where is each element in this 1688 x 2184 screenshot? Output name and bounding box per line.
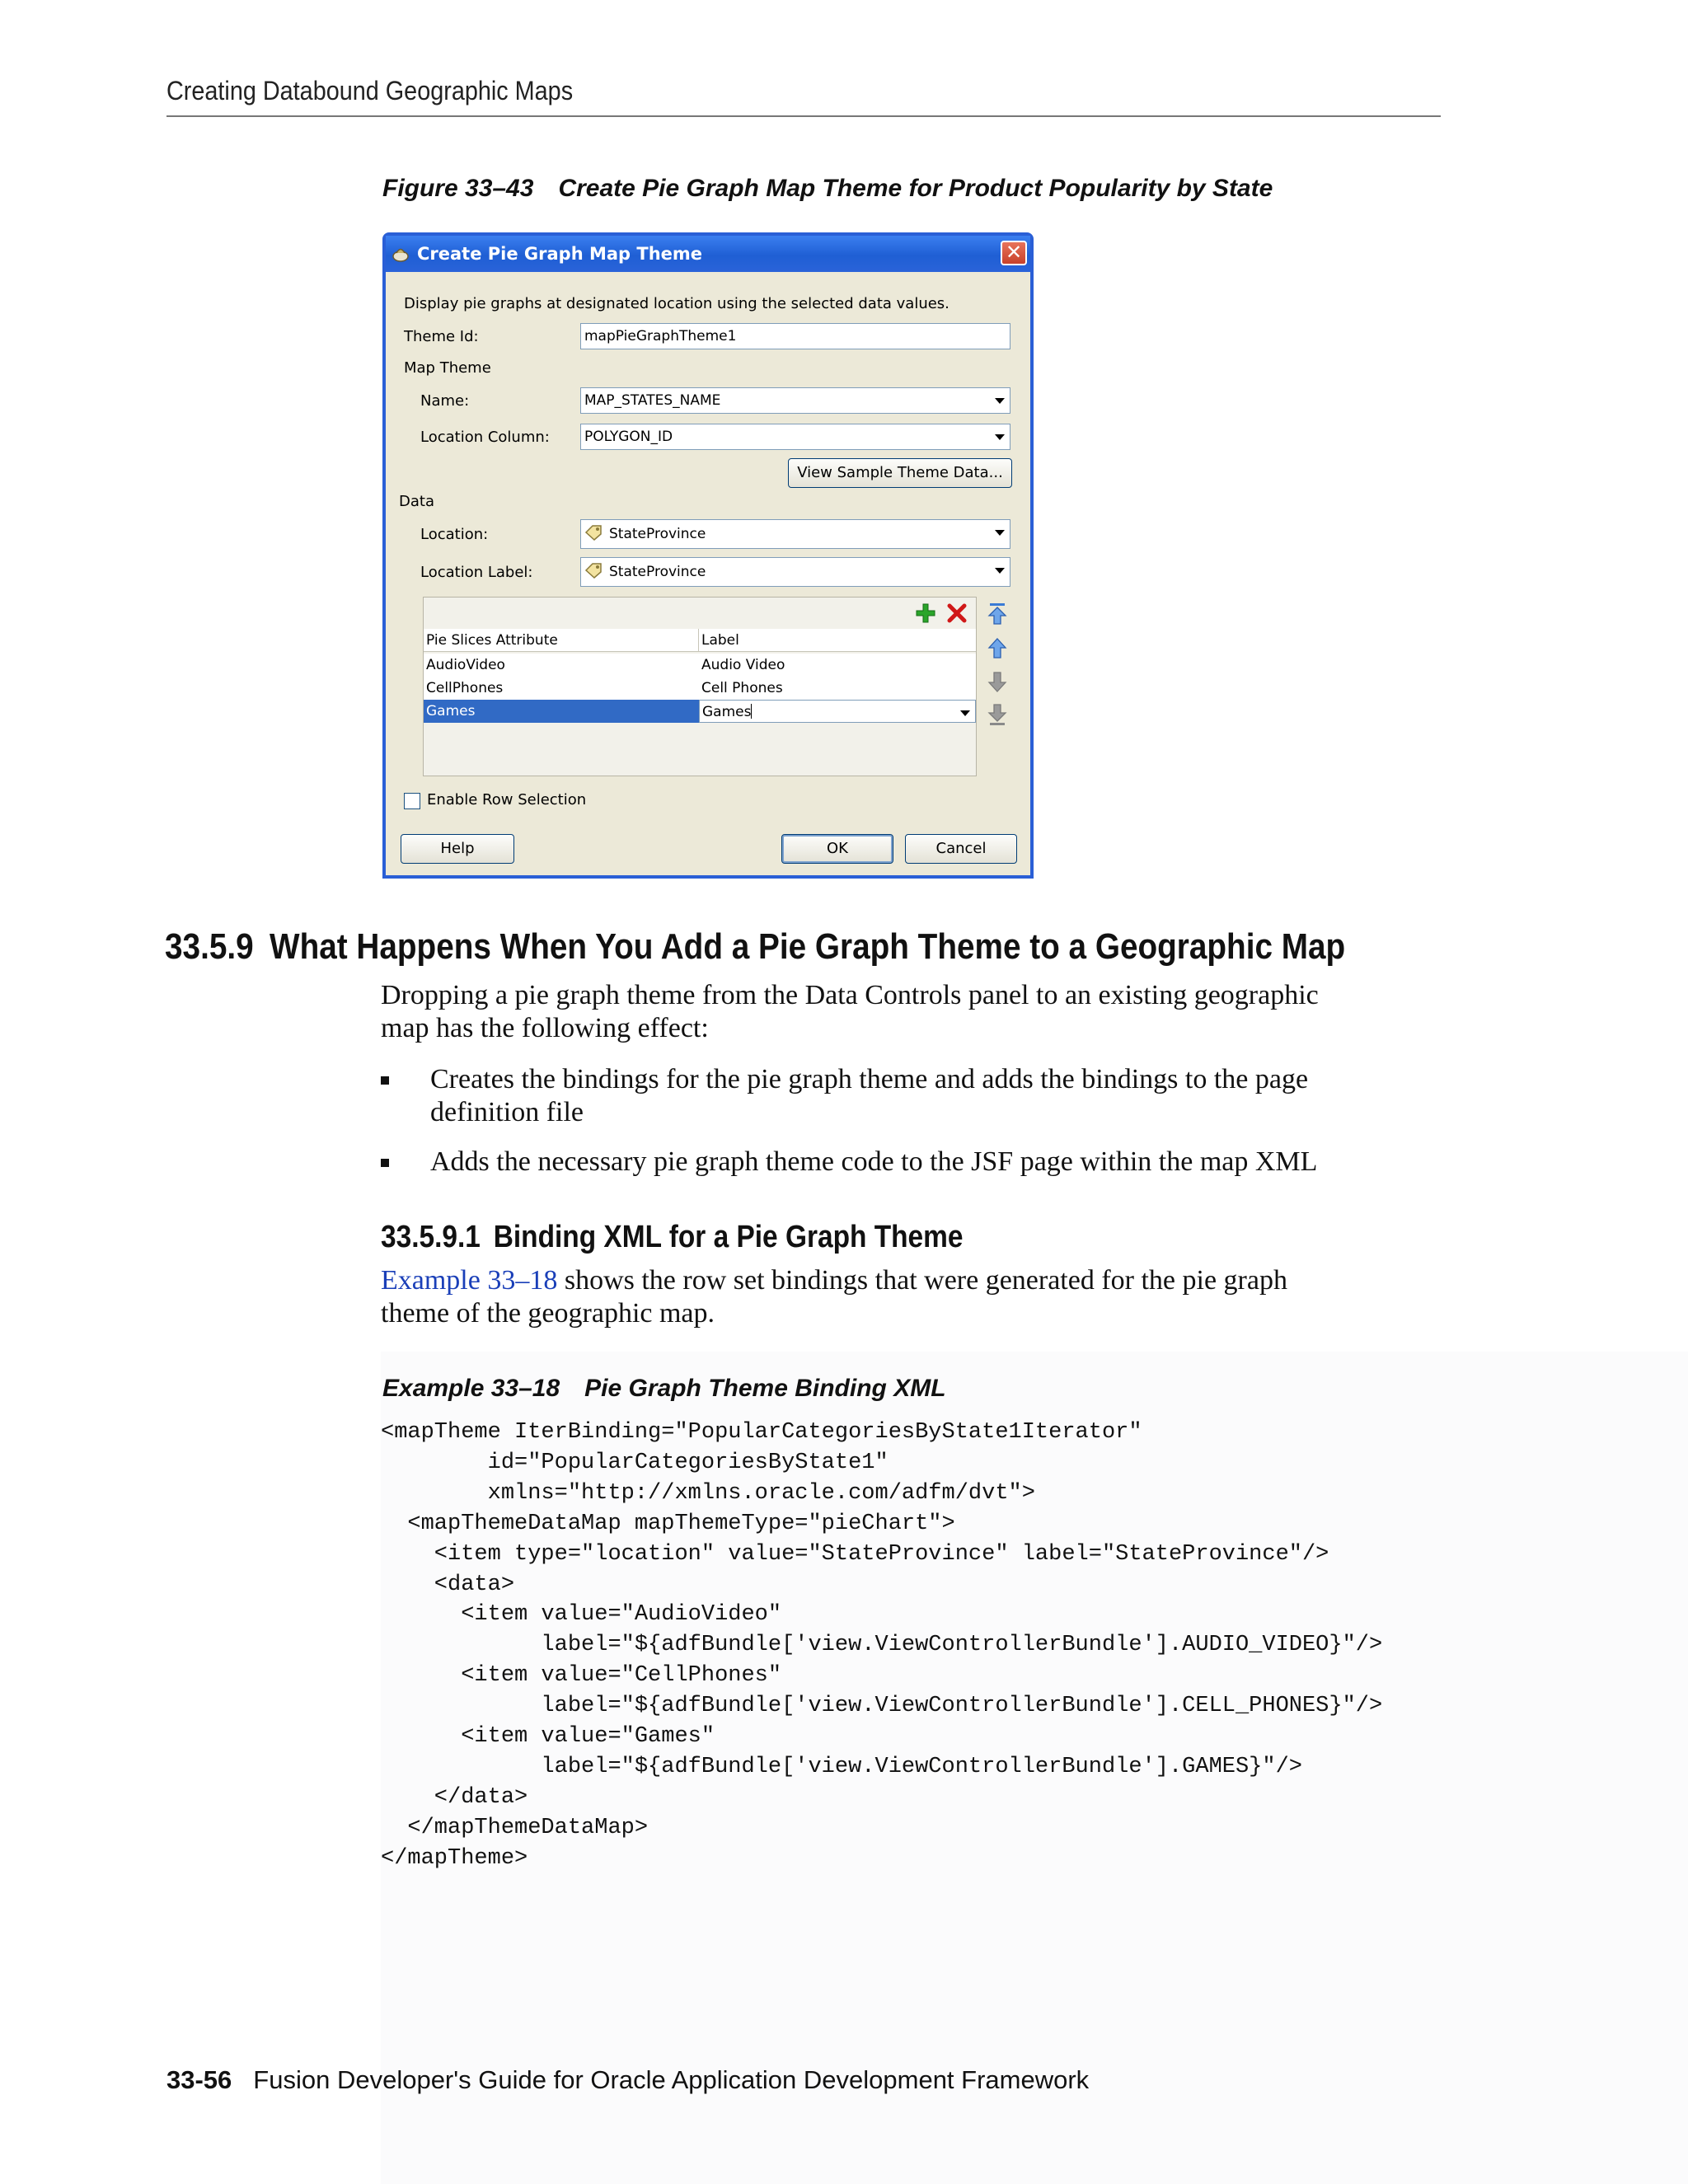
- view-sample-theme-data-button[interactable]: View Sample Theme Data...: [788, 458, 1012, 488]
- location-label-value: StateProvince: [609, 564, 706, 580]
- example-title: Pie Graph Theme Binding XML: [584, 1375, 946, 1402]
- example-number: Example 33–18: [382, 1375, 560, 1402]
- ok-button[interactable]: OK: [781, 834, 893, 864]
- location-column-combobox[interactable]: [580, 424, 1010, 450]
- help-button[interactable]: Help: [401, 834, 514, 864]
- subsection-text: shows the row set bindings that were generated for the pie graph: [557, 1265, 1287, 1296]
- theme-id-label: Theme Id:: [404, 328, 479, 345]
- cancel-button[interactable]: Cancel: [905, 834, 1017, 864]
- intro-paragraph: [381, 979, 1452, 1045]
- figure-number: Figure 33–43: [382, 175, 534, 202]
- subsection-number: 33.5.9.1: [381, 1220, 481, 1254]
- row-label: Games: [702, 704, 752, 720]
- dialog-title: Create Pie Graph Map Theme: [417, 244, 703, 264]
- row-attribute: AudioVideo: [426, 657, 505, 673]
- app-icon: [391, 244, 410, 264]
- bullet-marker: [381, 1159, 389, 1167]
- move-to-bottom-icon[interactable]: [986, 702, 1009, 727]
- delete-row-icon[interactable]: [946, 602, 968, 624]
- bullet-text: [430, 1146, 1444, 1179]
- dialog-titlebar: [386, 236, 1030, 272]
- section-heading: [165, 926, 1345, 968]
- section-title: What Happens When You Add a Pie Graph Theme to a Geographic Map: [270, 926, 1346, 967]
- running-header: Creating Databound Geographic Maps: [166, 76, 574, 105]
- row-label: Audio Video: [701, 657, 785, 673]
- intro-line: Dropping a pie graph theme from the Data Controls panel to an existing geographic: [381, 980, 1319, 1010]
- add-row-icon[interactable]: [915, 602, 936, 624]
- location-column-label: Location Column:: [420, 429, 550, 446]
- subsection-title: Binding XML for a Pie Graph Theme: [493, 1220, 964, 1254]
- dialog-description: Display pie graphs at designated location using the selected data values.: [404, 295, 950, 312]
- subsection-line: [381, 1264, 1452, 1297]
- book-title: Fusion Developer's Guide for Oracle Application Development Framework: [253, 2065, 1090, 2094]
- section-number: 33.5.9: [165, 926, 254, 967]
- column-header-attribute[interactable]: Pie Slices Attribute: [424, 629, 699, 652]
- move-up-icon[interactable]: [986, 636, 1009, 661]
- page-footer: [166, 2065, 1089, 2095]
- example-link[interactable]: Example 33–18: [381, 1265, 558, 1296]
- row-attribute: CellPhones: [426, 680, 504, 696]
- location-label: Location:: [420, 526, 489, 543]
- attribute-tag-icon: [584, 524, 603, 541]
- bullet-text: [430, 1063, 1444, 1129]
- row-label-editor[interactable]: [699, 700, 976, 723]
- intro-line: map has the following effect:: [381, 1013, 709, 1043]
- table-row[interactable]: [424, 677, 976, 700]
- move-down-icon[interactable]: [986, 669, 1009, 694]
- location-label-combobox[interactable]: [580, 557, 1010, 587]
- name-value: MAP_STATES_NAME: [584, 392, 721, 409]
- attribute-tag-icon: [584, 562, 603, 579]
- create-pie-graph-map-theme-dialog: [382, 232, 1034, 879]
- location-label-label: Location Label:: [420, 564, 533, 581]
- header-rule: [166, 115, 1441, 117]
- map-theme-group-label: Map Theme: [404, 359, 491, 377]
- figure-title: Create Pie Graph Map Theme for Product Popularity by State: [558, 175, 1273, 202]
- example-caption: [382, 1375, 946, 1403]
- column-header-label[interactable]: Label: [699, 629, 976, 652]
- text-caret: [751, 704, 752, 719]
- table-row[interactable]: [424, 654, 976, 677]
- bullet-line: Adds the necessary pie graph theme code to the JSF page within the map XML: [430, 1146, 1318, 1177]
- enable-row-selection-checkbox[interactable]: [404, 793, 420, 809]
- table-header-row: [424, 629, 976, 652]
- name-combobox[interactable]: [580, 387, 1010, 414]
- bullet-marker: [381, 1076, 389, 1085]
- location-column-value: POLYGON_ID: [584, 429, 673, 445]
- page-number: 33-56: [166, 2065, 232, 2094]
- bullet-line: definition file: [430, 1097, 584, 1127]
- row-label: Cell Phones: [701, 680, 783, 696]
- bullet-line: Creates the bindings for the pie graph theme and adds the bindings to the page: [430, 1064, 1309, 1094]
- pie-slices-table-panel: [423, 597, 977, 776]
- subsection-line: theme of the geographic map.: [381, 1298, 715, 1329]
- close-icon: ✕: [1005, 241, 1023, 264]
- data-group-label: Data: [399, 493, 434, 510]
- location-combobox[interactable]: [580, 519, 1010, 549]
- theme-id-field[interactable]: mapPieGraphTheme1: [580, 323, 1010, 349]
- subsection-heading: [381, 1220, 963, 1255]
- subsection-paragraph: [381, 1264, 1452, 1330]
- move-to-top-icon[interactable]: [986, 602, 1009, 626]
- figure-caption: [382, 175, 1273, 203]
- table-row-selected[interactable]: [424, 700, 976, 723]
- close-button[interactable]: [1001, 241, 1027, 265]
- code-block: <mapTheme IterBinding="PopularCategoriesByState1Iterator" id="PopularCategoriesByState1" xmlns="http://xmlns.oracle.com/adfm/dvt"> <mapThemeDataMap mapThemeType="pieChart"> <item type="location" value="StateProvince" label="StateProvince"/> <data> <item value="AudioVideo" label="${adfBundle['view.ViewControllerBundle'].AUDIO_VIDEO}"/> <item value="CellPhones" label="${adfBundle['view.ViewControllerBundle'].CELL_PHONES}"/> <item value="Games" label="${adfBundle['view.ViewControllerBundle'].GAMES}"/> </data> </mapThemeDataMap> </mapTheme>: [381, 1420, 1383, 1871]
- location-value: StateProvince: [609, 526, 706, 542]
- enable-row-selection-label: Enable Row Selection: [427, 791, 587, 808]
- row-attribute: Games: [424, 700, 699, 723]
- name-label: Name:: [420, 392, 470, 410]
